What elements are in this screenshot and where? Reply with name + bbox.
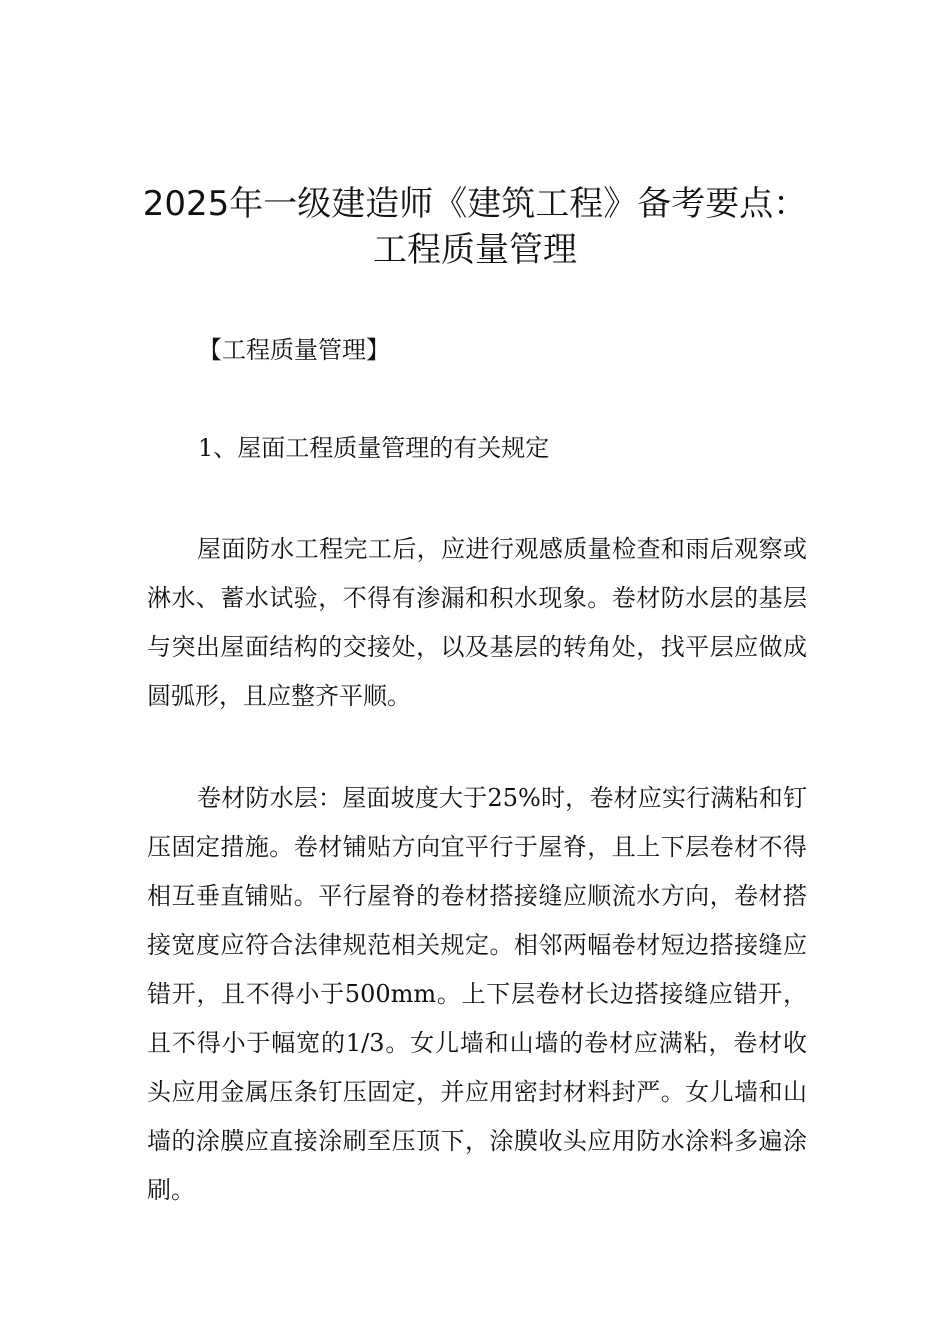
paragraph-2: 卷材防水层：屋面坡度大于25%时，卷材应实行满粘和钉压固定措施。卷材铺贴方向宜平行于屋脊，且上下层卷材不得相互垂直铺贴。平行屋脊的卷材搭接缝应顺流水方向，卷材搭接宽度应符合法律规范相关规定。相邻两幅卷材短边搭接缝应错开，且不得小于500mm。上下层卷材长边搭接缝应错开，且不得小于幅宽的1/3。女儿墙和山墙的卷材应满粘，卷材收头应用金属压条钉压固定，并应用密封材料封严。女儿墙和山墙的涂膜应直接涂刷至压顶下，涂膜收头应用防水涂料多遍涂刷。 (147, 784, 807, 1204)
document-title-line-1: 2025年一级建造师《建筑工程》备考要点： (142, 184, 808, 224)
paragraph-1: 屋面防水工程完工后，应进行观感质量检查和雨后观察或淋水、蓄水试验，不得有渗漏和积水现象。卷材防水层的基层与突出屋面结构的交接处，以及基层的转角处，找平层应做成圆弧形，且应整齐平顺。 (147, 535, 807, 710)
document-title-line-2: 工程质量管理 (373, 230, 577, 270)
section-heading: 【工程质量管理】 (198, 336, 390, 364)
subheading: 1、屋面工程质量管理的有关规定 (198, 434, 550, 462)
